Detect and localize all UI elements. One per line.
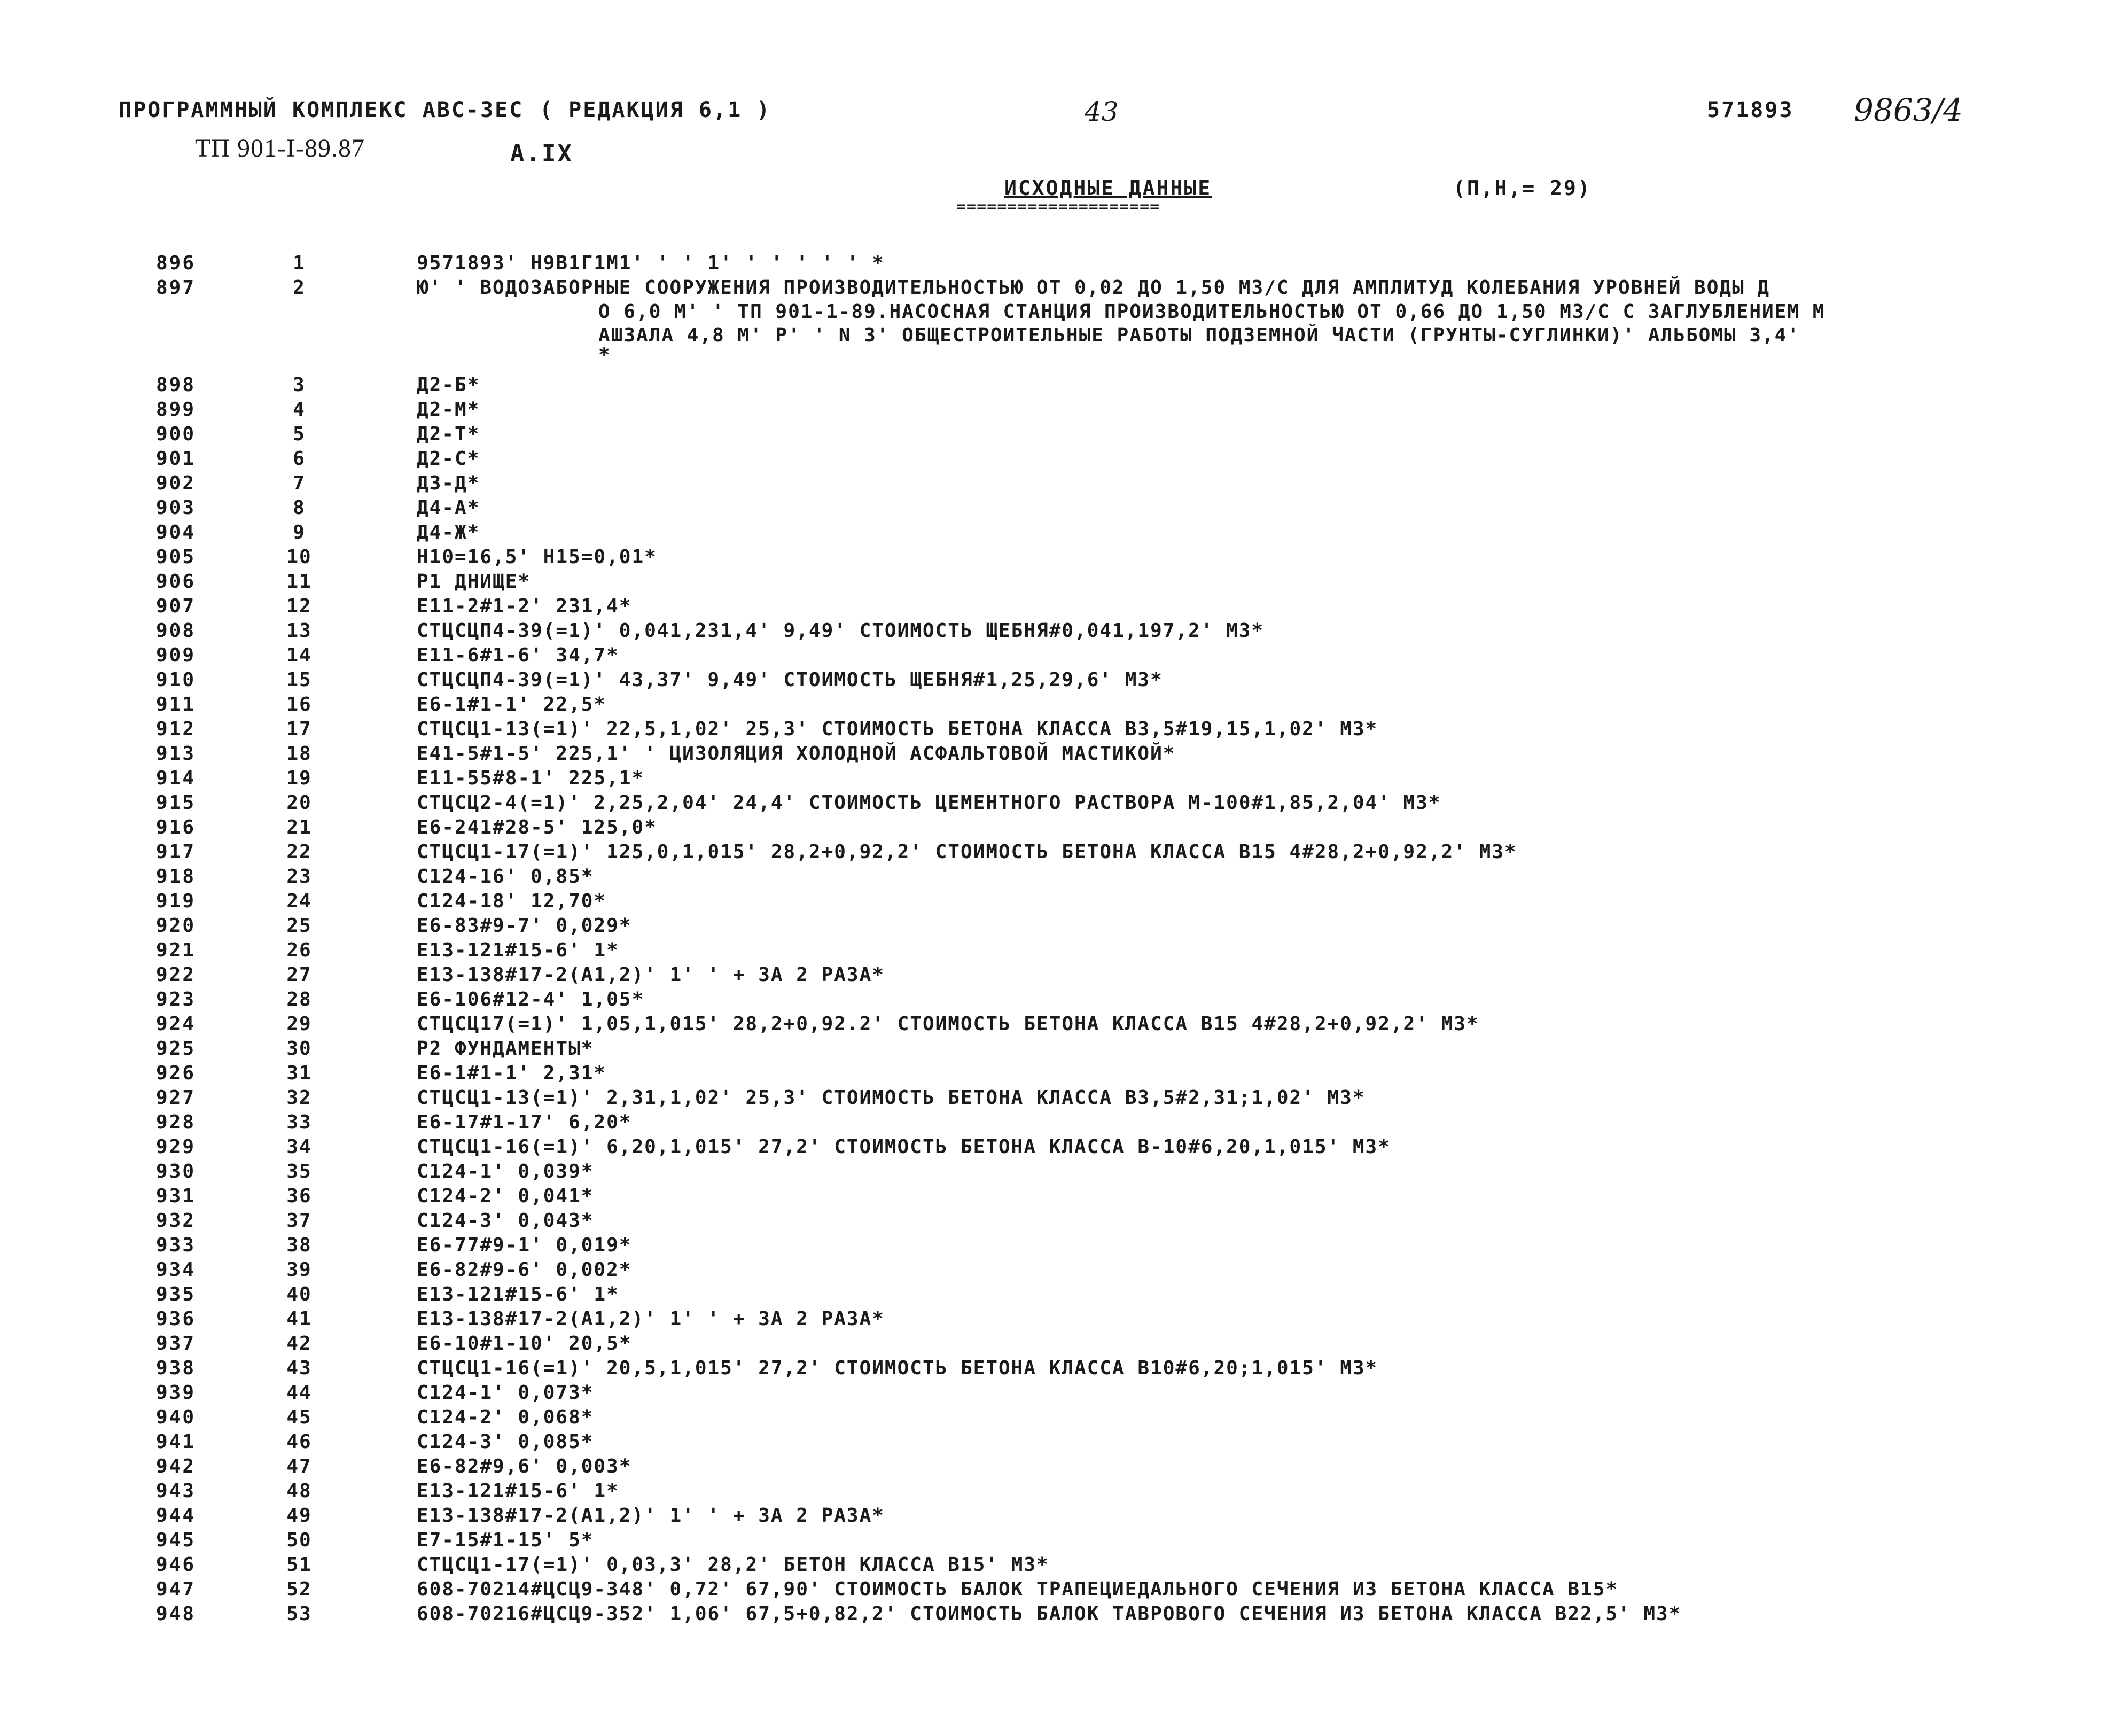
list-item — [0, 717, 2114, 742]
line-number: 906 — [156, 571, 196, 593]
line-number: 914 — [156, 767, 196, 789]
record-number: 24 — [286, 890, 312, 912]
line-number: 907 — [156, 595, 196, 617]
record-number: 14 — [286, 644, 312, 666]
line-number: 916 — [156, 816, 196, 838]
list-item — [0, 643, 2114, 668]
record-text: С124-2' 0,068* — [417, 1406, 594, 1428]
document-code: 571893 — [1707, 98, 1794, 122]
record-number: 53 — [286, 1603, 312, 1625]
line-number: 901 — [156, 448, 196, 470]
record-text: Д2-Т* — [417, 423, 480, 445]
record-number: 32 — [286, 1087, 312, 1109]
list-item — [0, 1504, 2114, 1528]
record-text: СТЦСЦ1-13(=1)' 2,31,1,02' 25,3' СТОИМОСТЬ БЕТОНА КЛАССА В3,5#2,31;1,02' М3* — [417, 1087, 1366, 1109]
line-number: 941 — [156, 1431, 196, 1453]
record-text: СТЦСЦ1-13(=1)' 22,5,1,02' 25,3' СТОИМОСТЬ БЕТОНА КЛАССА В3,5#19,15,1,02' М3* — [417, 718, 1378, 740]
record-number: 50 — [286, 1529, 312, 1551]
line-number: 915 — [156, 792, 196, 814]
line-number: 944 — [156, 1505, 196, 1527]
record-number: 22 — [286, 841, 312, 863]
record-text: Д2-Б* — [417, 374, 480, 396]
record-number: 30 — [286, 1038, 312, 1060]
line-number: 900 — [156, 423, 196, 445]
record-text: СТЦСЦП4-39(=1)' 0,041,231,4' 9,49' СТОИМОСТЬ ЩЕБНЯ#0,041,197,2' М3* — [417, 620, 1265, 642]
record-text: Е6-17#1-17' 6,20* — [417, 1111, 632, 1133]
line-number: 926 — [156, 1062, 196, 1084]
record-text: СТЦСЦ1-16(=1)' 20,5,1,015' 27,2' СТОИМОСТЬ БЕТОНА КЛАССА В10#6,20;1,015' М3* — [417, 1357, 1378, 1379]
record-number: 28 — [286, 988, 312, 1010]
record-number: 46 — [286, 1431, 312, 1453]
record-text: Е7-15#1-15' 5* — [417, 1529, 594, 1551]
list-item — [0, 1037, 2114, 1061]
record-text: АШЗАЛА 4,8 М' Р' ' N 3' ОБЩЕСТРОИТЕЛЬНЫЕ РАБОТЫ ПОДЗЕМНОЙ ЧАСТИ (ГРУНТЫ-СУГЛИНКИ)' АЛЬБОМЫ 3,4' — [598, 324, 1800, 346]
line-number: 899 — [156, 399, 196, 421]
record-text: Н10=16,5' Н15=0,01* — [417, 546, 657, 568]
line-number: 947 — [156, 1578, 196, 1600]
record-number: 4 — [293, 399, 306, 421]
record-text: СТЦСЦ1-16(=1)' 6,20,1,015' 27,2' СТОИМОСТЬ БЕТОНА КЛАССА В-10#6,20,1,015' М3* — [417, 1136, 1391, 1158]
record-number: 47 — [286, 1455, 312, 1477]
line-number: 929 — [156, 1136, 196, 1158]
line-number: 917 — [156, 841, 196, 863]
line-number: 932 — [156, 1210, 196, 1232]
record-text: Д2-М* — [417, 399, 480, 421]
list-item — [0, 1381, 2114, 1405]
line-number: 928 — [156, 1111, 196, 1133]
record-text: Е11-6#1-6' 34,7* — [417, 644, 619, 666]
record-number: 16 — [286, 694, 312, 715]
record-text: Е6-82#9,6' 0,003* — [417, 1455, 632, 1477]
line-number: 924 — [156, 1013, 196, 1035]
line-number: 925 — [156, 1038, 196, 1060]
line-number: 905 — [156, 546, 196, 568]
record-number: 40 — [286, 1283, 312, 1305]
record-number: 11 — [286, 571, 312, 593]
record-text: Е6-77#9-1' 0,019* — [417, 1234, 632, 1256]
list-item — [0, 496, 2114, 520]
program-title: ПРОГРАММНЫЙ КОМПЛЕКС АВС-3ЕС — [119, 98, 524, 122]
spacer — [0, 363, 2114, 373]
list-item — [0, 1430, 2114, 1454]
record-text: Е13-121#15-6' 1* — [417, 939, 619, 961]
list-item — [0, 766, 2114, 791]
record-number: 3 — [293, 374, 306, 396]
record-number: 42 — [286, 1333, 312, 1354]
record-text: Е13-138#17-2(А1,2)' 1' ' + ЗА 2 РАЗА* — [417, 1505, 885, 1527]
record-text: Д2-С* — [417, 448, 480, 470]
handwritten-number: 9863/4 — [1854, 92, 1963, 128]
continuation-line — [0, 300, 2114, 324]
record-number: 10 — [286, 546, 312, 568]
record-number: 39 — [286, 1259, 312, 1281]
line-number: 927 — [156, 1087, 196, 1109]
record-text: Е13-138#17-2(А1,2)' 1' ' + ЗА 2 РАЗА* — [417, 964, 885, 986]
record-number: 29 — [286, 1013, 312, 1035]
record-number: 6 — [293, 448, 306, 470]
list-item — [0, 1184, 2114, 1209]
list-item — [0, 1258, 2114, 1282]
record-text: С124-18' 12,70* — [417, 890, 607, 912]
list-item — [0, 1110, 2114, 1135]
line-number: 938 — [156, 1357, 196, 1379]
pn-value: (П,Н,= 29) — [1453, 176, 1592, 200]
record-text: Е6-106#12-4' 1,05* — [417, 988, 645, 1010]
list-item — [0, 1405, 2114, 1430]
list-item — [0, 520, 2114, 545]
list-item — [0, 938, 2114, 963]
album-label: А.IX — [510, 140, 573, 167]
list-item — [0, 373, 2114, 398]
line-number: 919 — [156, 890, 196, 912]
line-number: 911 — [156, 694, 196, 715]
list-item — [0, 447, 2114, 471]
line-number: 939 — [156, 1382, 196, 1404]
line-number: 940 — [156, 1406, 196, 1428]
record-text: С124-2' 0,041* — [417, 1185, 594, 1207]
list-item — [0, 1135, 2114, 1159]
record-number: 2 — [293, 277, 306, 299]
record-text: Д4-А* — [417, 497, 480, 519]
record-text: СТЦСЦ1-17(=1)' 125,0,1,015' 28,2+0,92,2' СТОИМОСТЬ БЕТОНА КЛАССА В15 4#28,2+0,92,2' М3* — [417, 841, 1517, 863]
record-number: 19 — [286, 767, 312, 789]
record-text: Д4-Ж* — [417, 521, 480, 543]
record-number: 52 — [286, 1578, 312, 1600]
record-number: 35 — [286, 1161, 312, 1182]
title-underline: ==================== — [956, 197, 1160, 216]
record-text: Е6-1#1-1' 22,5* — [417, 694, 607, 715]
list-item — [0, 1454, 2114, 1479]
line-number: 937 — [156, 1333, 196, 1354]
line-number: 904 — [156, 521, 196, 543]
list-item — [0, 276, 2114, 300]
record-number: 7 — [293, 472, 306, 494]
record-text: Ю' ' ВОДОЗАБОРНЫЕ СООРУЖЕНИЯ ПРОИЗВОДИТЕЛЬНОСТЬЮ ОТ 0,02 ДО 1,50 М3/С ДЛЯ АМПЛИТУД КОЛЕБАНИЯ УРОВНЕЙ ВОДЫ Д — [417, 277, 1770, 299]
list-item — [0, 1602, 2114, 1626]
list-item — [0, 963, 2114, 987]
record-text: Р1 ДНИЩЕ* — [417, 571, 531, 593]
record-text: Е11-55#8-1' 225,1* — [417, 767, 645, 789]
record-text: Е41-5#1-5' 225,1' ' ЦИЗОЛЯЦИЯ ХОЛОДНОЙ АСФАЛЬТОВОЙ МАСТИКОЙ* — [417, 743, 1176, 765]
line-number: 912 — [156, 718, 196, 740]
record-number: 51 — [286, 1554, 312, 1576]
record-text: Е6-1#1-1' 2,31* — [417, 1062, 607, 1084]
list-item — [0, 840, 2114, 865]
record-text: Е13-138#17-2(А1,2)' 1' ' + ЗА 2 РАЗА* — [417, 1308, 885, 1330]
line-number: 908 — [156, 620, 196, 642]
record-number: 17 — [286, 718, 312, 740]
record-text: О 6,0 М' ' ТП 901-1-89.НАСОСНАЯ СТАНЦИЯ ПРОИЗВОДИТЕЛЬНОСТЬЮ ОТ 0,66 ДО 1,50 М3/С С ЗАГЛУБЛЕНИЕМ М — [598, 301, 1826, 323]
line-number: 935 — [156, 1283, 196, 1305]
edition-label: ( РЕДАКЦИЯ 6,1 ) — [540, 98, 771, 122]
record-number: 45 — [286, 1406, 312, 1428]
list-item — [0, 668, 2114, 692]
line-number: 898 — [156, 374, 196, 396]
list-item — [0, 1086, 2114, 1110]
list-item — [0, 1159, 2114, 1184]
record-text: С124-1' 0,039* — [417, 1161, 594, 1182]
record-text: Е6-82#9-6' 0,002* — [417, 1259, 632, 1281]
list-item — [0, 1479, 2114, 1504]
record-text: * — [598, 344, 610, 366]
line-number: 902 — [156, 472, 196, 494]
list-item — [0, 545, 2114, 570]
line-number: 918 — [156, 866, 196, 888]
record-text: Р2 ФУНДАМЕНТЫ* — [417, 1038, 594, 1060]
list-item — [0, 889, 2114, 914]
list-item — [0, 1553, 2114, 1577]
list-item — [0, 398, 2114, 422]
list-item — [0, 471, 2114, 496]
line-number: 903 — [156, 497, 196, 519]
line-number: 948 — [156, 1603, 196, 1625]
record-text: Е6-241#28-5' 125,0* — [417, 816, 657, 838]
record-number: 20 — [286, 792, 312, 814]
line-number: 913 — [156, 743, 196, 765]
tp-code: ТП 901-I-89.87 — [195, 134, 365, 162]
section-title-text: ИСХОДНЫЕ ДАННЫЕ — [1004, 176, 1212, 200]
line-number: 920 — [156, 915, 196, 937]
record-number: 8 — [293, 497, 306, 519]
record-text: СТЦСЦ2-4(=1)' 2,25,2,04' 24,4' СТОИМОСТЬ ЦЕМЕНТНОГО РАСТВОРА М-100#1,85,2,04' М3* — [417, 792, 1441, 814]
line-number: 930 — [156, 1161, 196, 1182]
record-text: СТЦСЦ17(=1)' 1,05,1,015' 28,2+0,92.2' СТОИМОСТЬ БЕТОНА КЛАССА В15 4#28,2+0,92,2' М3* — [417, 1013, 1479, 1035]
record-number: 48 — [286, 1480, 312, 1502]
continuation-line — [0, 324, 2114, 347]
record-text: Е6-83#9-7' 0,029* — [417, 915, 632, 937]
record-number: 21 — [286, 816, 312, 838]
list-item — [0, 914, 2114, 938]
line-number: 936 — [156, 1308, 196, 1330]
list-item — [0, 1577, 2114, 1602]
record-number: 23 — [286, 866, 312, 888]
record-text: С124-16' 0,85* — [417, 866, 594, 888]
record-text: Е13-121#15-6' 1* — [417, 1283, 619, 1305]
list-item — [0, 619, 2114, 643]
record-number: 25 — [286, 915, 312, 937]
record-number: 15 — [286, 669, 312, 691]
line-number: 934 — [156, 1259, 196, 1281]
list-item — [0, 251, 2114, 276]
record-number: 1 — [293, 252, 306, 274]
record-number: 44 — [286, 1382, 312, 1404]
line-number: 943 — [156, 1480, 196, 1502]
list-item — [0, 1332, 2114, 1356]
record-number: 33 — [286, 1111, 312, 1133]
list-item — [0, 570, 2114, 594]
record-text: 608-70214#ЦСЦ9-348' 0,72' 67,90' СТОИМОСТЬ БАЛОК ТРАПЕЦИЕДАЛЬНОГО СЕЧЕНИЯ ИЗ БЕТОНА КЛАССА В15* — [417, 1578, 1619, 1600]
list-item — [0, 1282, 2114, 1307]
record-number: 13 — [286, 620, 312, 642]
record-list — [0, 373, 2114, 1626]
list-item — [0, 1209, 2114, 1233]
data-listing — [0, 251, 2114, 1626]
record-number: 49 — [286, 1505, 312, 1527]
record-text: С124-1' 0,073* — [417, 1382, 594, 1404]
section-title — [956, 176, 1212, 215]
line-number: 921 — [156, 939, 196, 961]
line-number: 946 — [156, 1554, 196, 1576]
record-number: 9 — [293, 521, 306, 543]
record-text: Е13-121#15-6' 1* — [417, 1480, 619, 1502]
line-number: 933 — [156, 1234, 196, 1256]
line-number: 922 — [156, 964, 196, 986]
record-number: 31 — [286, 1062, 312, 1084]
record-number: 41 — [286, 1308, 312, 1330]
record-number: 37 — [286, 1210, 312, 1232]
list-item — [0, 594, 2114, 619]
record-text: Д3-Д* — [417, 472, 480, 494]
line-number: 945 — [156, 1529, 196, 1551]
line-number: 931 — [156, 1185, 196, 1207]
record-number: 34 — [286, 1136, 312, 1158]
line-number: 896 — [156, 252, 196, 274]
record-text: 9571893' Н9В1Г1М1' ' ' 1' ' ' ' ' ' * — [417, 252, 885, 274]
list-item — [0, 422, 2114, 447]
line-number: 910 — [156, 669, 196, 691]
record-number: 36 — [286, 1185, 312, 1207]
record-text: С124-3' 0,085* — [417, 1431, 594, 1453]
record-text: Е11-2#1-2' 231,4* — [417, 595, 632, 617]
line-number: 923 — [156, 988, 196, 1010]
list-item — [0, 865, 2114, 889]
list-item — [0, 791, 2114, 815]
list-item — [0, 815, 2114, 840]
line-number: 909 — [156, 644, 196, 666]
record-number: 27 — [286, 964, 312, 986]
record-number: 43 — [286, 1357, 312, 1379]
list-item — [0, 1061, 2114, 1086]
list-item — [0, 987, 2114, 1012]
record-number: 26 — [286, 939, 312, 961]
list-item — [0, 1307, 2114, 1332]
list-item — [0, 692, 2114, 717]
list-item — [0, 742, 2114, 766]
list-item — [0, 1356, 2114, 1381]
record-text: С124-3' 0,043* — [417, 1210, 594, 1232]
line-number: 942 — [156, 1455, 196, 1477]
continuation-line — [0, 344, 2114, 366]
record-text: СТЦСЦ1-17(=1)' 0,03,3' 28,2' БЕТОН КЛАССА В15' М3* — [417, 1554, 1049, 1576]
record-text: Е6-10#1-10' 20,5* — [417, 1333, 632, 1354]
record-number: 5 — [293, 423, 306, 445]
record-text: 608-70216#ЦСЦ9-352' 1,06' 67,5+0,82,2' СТОИМОСТЬ БАЛОК ТАВРОВОГО СЕЧЕНИЯ ИЗ БЕТОНА КЛАССА В22,5' М3* — [417, 1603, 1682, 1625]
record-number: 38 — [286, 1234, 312, 1256]
list-item — [0, 1528, 2114, 1553]
list-item — [0, 1233, 2114, 1258]
list-item — [0, 1012, 2114, 1037]
record-number: 12 — [286, 595, 312, 617]
record-text: СТЦСЦП4-39(=1)' 43,37' 9,49' СТОИМОСТЬ ЩЕБНЯ#1,25,29,6' М3* — [417, 669, 1163, 691]
page-number: 43 — [1085, 96, 1119, 127]
line-number: 897 — [156, 277, 196, 299]
record-number: 18 — [286, 743, 312, 765]
